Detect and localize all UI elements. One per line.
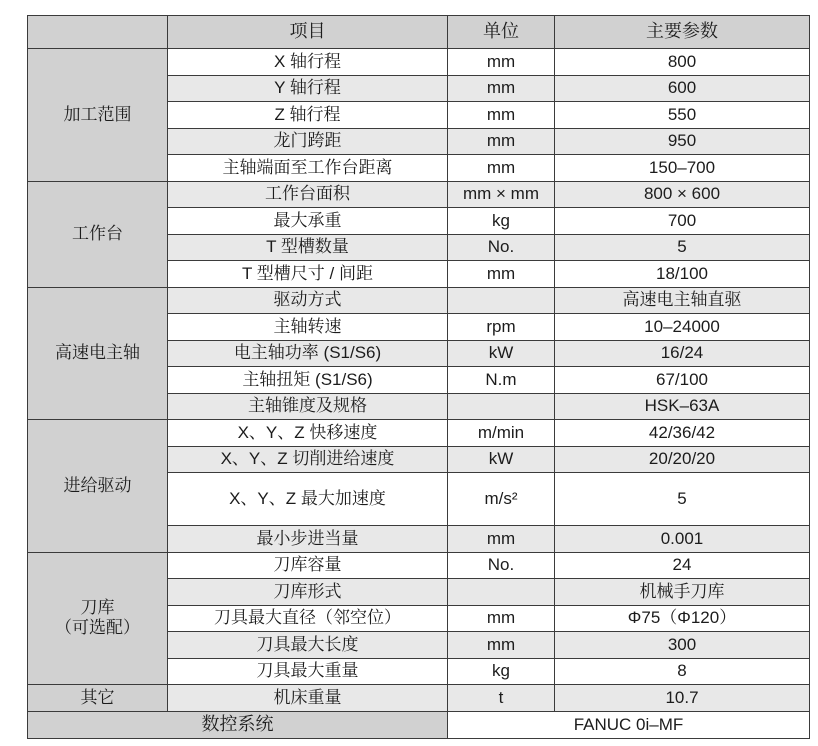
value-cell: 高速电主轴直驱 [555, 287, 810, 314]
table-row [28, 552, 810, 579]
footer-row [28, 711, 810, 739]
value-cell: 8 [555, 658, 810, 685]
spec-table [27, 15, 810, 739]
value-cell: 24 [555, 552, 810, 579]
item-cell: 刀具最大直径（邻空位） [168, 605, 448, 632]
item-cell: 龙门跨距 [168, 128, 448, 155]
unit-cell: mm [448, 102, 555, 129]
item-cell: 电主轴功率 (S1/S6) [168, 340, 448, 367]
item-cell: 刀库容量 [168, 552, 448, 579]
value-cell: 800 [555, 49, 810, 76]
table-row [28, 287, 810, 314]
unit-cell: m/min [448, 420, 555, 447]
value-cell: 300 [555, 632, 810, 659]
value-cell: 18/100 [555, 261, 810, 288]
unit-cell: mm [448, 75, 555, 102]
item-cell: X、Y、Z 最大加速度 [168, 473, 448, 526]
value-cell: 20/20/20 [555, 446, 810, 473]
unit-cell: mm [448, 605, 555, 632]
group-cell-spindle: 高速电主轴 [28, 287, 168, 420]
item-cell: 驱动方式 [168, 287, 448, 314]
value-cell: HSK–63A [555, 393, 810, 420]
value-cell: 67/100 [555, 367, 810, 394]
column-header-item: 项目 [168, 16, 448, 49]
value-cell: 5 [555, 473, 810, 526]
item-cell: X、Y、Z 快移速度 [168, 420, 448, 447]
unit-cell [448, 579, 555, 606]
unit-cell: kW [448, 446, 555, 473]
unit-cell: m/s² [448, 473, 555, 526]
value-cell: Φ75（Φ120） [555, 605, 810, 632]
unit-cell: mm × mm [448, 181, 555, 208]
value-cell: 700 [555, 208, 810, 235]
group-label: 刀库 [80, 598, 115, 618]
unit-cell: kg [448, 658, 555, 685]
table-row [28, 685, 810, 712]
unit-cell: No. [448, 234, 555, 261]
unit-cell [448, 393, 555, 420]
value-cell: 150–700 [555, 155, 810, 182]
value-cell: 550 [555, 102, 810, 129]
item-cell: Y 轴行程 [168, 75, 448, 102]
unit-cell: mm [448, 155, 555, 182]
value-cell: 42/36/42 [555, 420, 810, 447]
item-cell: 刀具最大重量 [168, 658, 448, 685]
unit-cell: mm [448, 632, 555, 659]
table-row [28, 420, 810, 447]
value-cell: 机械手刀库 [555, 579, 810, 606]
spec-table-container [27, 15, 810, 739]
header-row [28, 16, 810, 49]
value-cell: 5 [555, 234, 810, 261]
group-cell-machining-range: 加工范围 [28, 49, 168, 182]
column-header-unit: 单位 [448, 16, 555, 49]
unit-cell: No. [448, 552, 555, 579]
item-cell: 主轴端面至工作台距离 [168, 155, 448, 182]
column-header-value: 主要参数 [555, 16, 810, 49]
value-cell: 10–24000 [555, 314, 810, 341]
item-cell: 机床重量 [168, 685, 448, 712]
group-label-line2: （可选配） [55, 618, 140, 638]
item-cell: 最小步进当量 [168, 526, 448, 553]
unit-cell: t [448, 685, 555, 712]
value-cell: 10.7 [555, 685, 810, 712]
item-cell: 主轴转速 [168, 314, 448, 341]
table-row [28, 181, 810, 208]
unit-cell: rpm [448, 314, 555, 341]
header-group-cell [28, 16, 168, 49]
item-cell: Z 轴行程 [168, 102, 448, 129]
item-cell: X、Y、Z 切削进给速度 [168, 446, 448, 473]
unit-cell [448, 287, 555, 314]
value-cell: 600 [555, 75, 810, 102]
table-row [28, 49, 810, 76]
group-cell-feed-drive: 进给驱动 [28, 420, 168, 553]
cnc-system-label: 数控系统 [28, 711, 448, 739]
group-cell-worktable: 工作台 [28, 181, 168, 287]
value-cell: 800 × 600 [555, 181, 810, 208]
unit-cell: kg [448, 208, 555, 235]
item-cell: 工作台面积 [168, 181, 448, 208]
unit-cell: N.m [448, 367, 555, 394]
unit-cell: kW [448, 340, 555, 367]
value-cell: 0.001 [555, 526, 810, 553]
unit-cell: mm [448, 261, 555, 288]
item-cell: X 轴行程 [168, 49, 448, 76]
item-cell: 刀具最大长度 [168, 632, 448, 659]
item-cell: 刀库形式 [168, 579, 448, 606]
item-cell: T 型槽尺寸 / 间距 [168, 261, 448, 288]
unit-cell: mm [448, 49, 555, 76]
item-cell: 主轴锥度及规格 [168, 393, 448, 420]
unit-cell: mm [448, 526, 555, 553]
group-cell-tool-magazine [28, 552, 168, 685]
cnc-system-value: FANUC 0i–MF [448, 711, 810, 739]
value-cell: 16/24 [555, 340, 810, 367]
value-cell: 950 [555, 128, 810, 155]
item-cell: T 型槽数量 [168, 234, 448, 261]
group-cell-others: 其它 [28, 685, 168, 712]
item-cell: 主轴扭矩 (S1/S6) [168, 367, 448, 394]
item-cell: 最大承重 [168, 208, 448, 235]
unit-cell: mm [448, 128, 555, 155]
